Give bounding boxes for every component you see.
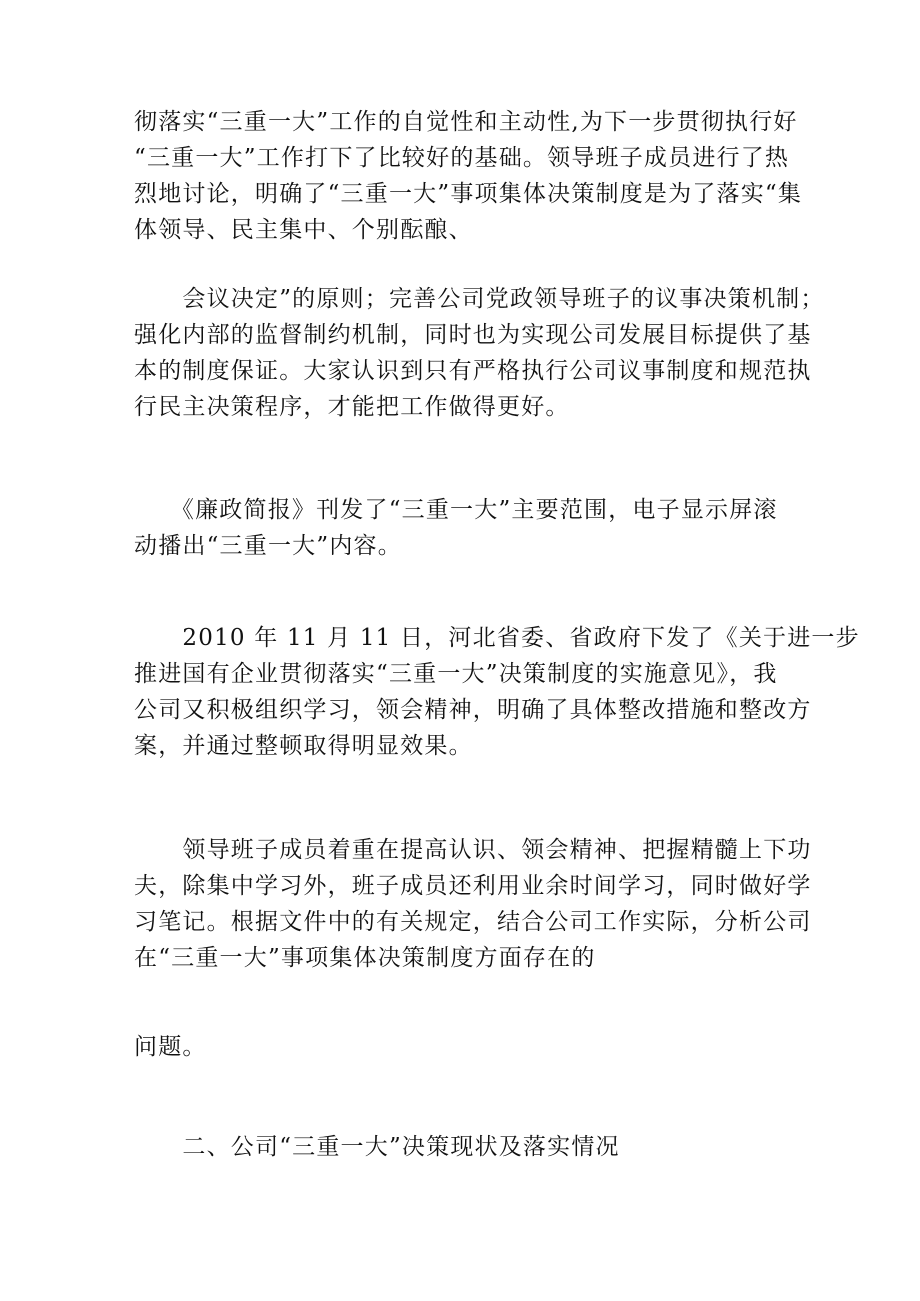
text-line: 领导班子成员着重在提高认识、领会精神、把握精髓上下功 [134,837,812,863]
paragraph-3 [134,492,794,564]
paragraph-5 [134,832,812,976]
text-line: 会议决定”的原则；完善公司党政领导班子的议事决策机制； [134,286,825,312]
text-line: 推进国有企业贯彻落实“三重一大”决策制度的实施意见》，我 [134,661,778,687]
text-line: 烈地讨论，明确了“三重一大”事项集体决策制度是为了落实“集 [134,181,803,207]
text-line: 夫，除集中学习外，班子成员还利用业余时间学习，同时做好学 [134,873,812,899]
paragraph-6 [134,1029,794,1065]
text-line: 本的制度保证。大家认识到只有严格执行公司议事制度和规范执 [134,358,812,384]
text-line: “三重一大”工作打下了比较好的基础。领导班子成员进行了热 [134,145,790,171]
text-line: 在“三重一大”事项集体决策制度方面存在的 [134,945,596,971]
heading-text: 二、公司“三重一大”决策现状及落实情况 [134,1134,620,1160]
text-line: 《廉政简报》刊发了“三重一大”主要范围，电子显示屏滚 [134,497,778,523]
text-line: 习笔记。根据文件中的有关规定，结合公司工作实际，分析公司 [134,909,812,935]
text-line: 案，并通过整顿取得明显效果。 [134,733,473,759]
text-line: 公司又积极组织学习，领会精神，明确了具体整改措施和整改方 [134,697,812,723]
paragraph-2 [134,281,825,425]
text-line: 行民主决策程序，才能把工作做得更好。 [134,394,570,420]
text-line: 彻落实“三重一大”工作的自觉性和主动性,为下一步贯彻执行好 [134,109,798,135]
text-line: 动播出“三重一大”内容。 [134,533,402,559]
section-heading [134,1129,794,1165]
text-line: 问题。 [134,1034,207,1060]
paragraph-1 [134,104,803,248]
text-line: 强化内部的监督制约机制，同时也为实现公司发展目标提供了基 [134,322,812,348]
paragraph-4 [134,620,860,764]
text-line: 体领导、民主集中、个别酝酿、 [134,217,473,243]
text-line: 2010 年 11 月 11 日，河北省委、省政府下发了《关于进一步 [134,625,860,651]
